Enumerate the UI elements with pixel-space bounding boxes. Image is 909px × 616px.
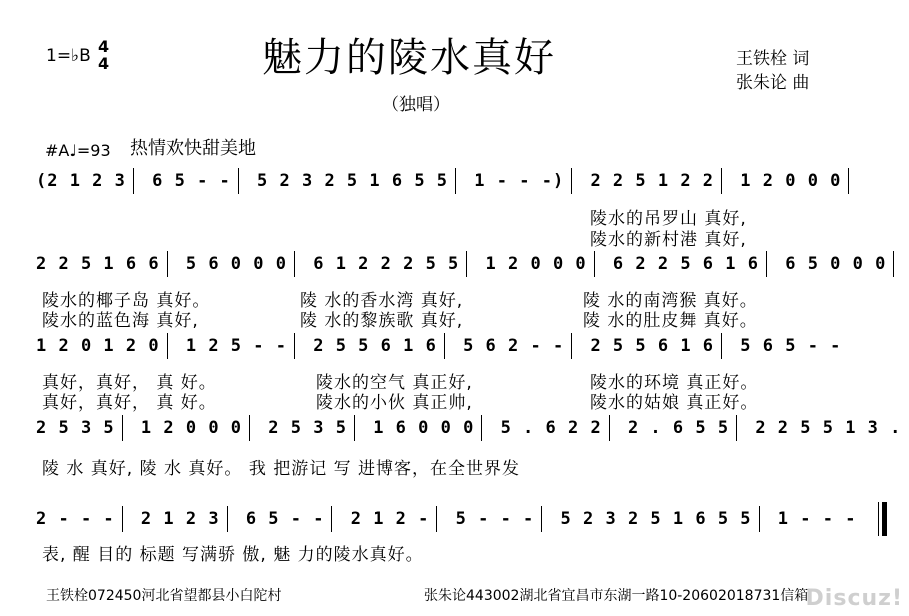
measure: 1 2 0 1 2 0 (36, 336, 160, 356)
measure: 5 6 2 - - (463, 336, 565, 356)
barline (541, 506, 542, 532)
time-signature-bottom: 4 (98, 54, 110, 73)
song-subtitle: （独唱） (382, 95, 450, 115)
measure: 2 1 2 - (350, 509, 430, 529)
final-barline (878, 502, 887, 536)
lyric-line: 真好，真好， 真 好。 (42, 373, 217, 393)
barline (294, 333, 295, 359)
measure: 2 5 5 6 1 6 (590, 336, 715, 356)
lyricist-address: 王铁栓072450河北省望都县小白陀村 (46, 588, 282, 604)
barline (122, 506, 123, 532)
staff-row-3 (36, 333, 841, 359)
staff-row-4 (36, 415, 901, 441)
measure: 1 6 0 0 0 (373, 418, 475, 438)
staff-row-1 (36, 168, 856, 194)
measure: 2 - - - (36, 509, 115, 529)
lyric-line: 陵水的吊罗山 真好, (590, 209, 747, 229)
barline (167, 251, 168, 277)
measure: 2 5 5 6 1 6 (313, 336, 437, 356)
measure: 1 2 0 0 0 (740, 171, 842, 191)
lyric-line: 陵 水 真好, 陵 水 真好。 我 把游记 写 进博客，在全世界发 (42, 459, 521, 479)
measure: 5 . 6 2 2 (500, 418, 602, 438)
measure: 1 - - - (777, 509, 857, 529)
lyric-line: 陵 水的肚皮舞 真好。 (583, 311, 758, 331)
lyricist-credit: 王铁栓 词 (736, 49, 810, 69)
lyric-line: 陵水的小伙 真正帅, (316, 393, 473, 413)
barline (354, 415, 355, 441)
measure: 6 5 0 0 0 (785, 254, 887, 274)
barline (133, 168, 134, 194)
measure: 6 2 2 5 6 1 6 (612, 254, 759, 274)
barline (721, 333, 722, 359)
measure: 2 . 6 5 5 (627, 418, 730, 438)
barline (609, 415, 610, 441)
composer-address: 张朱论443002湖北省宜昌市东湖一路10-20602018731信箱 (424, 588, 809, 604)
barline (594, 251, 595, 277)
lyric-line: 真好，真好， 真 好。 (42, 393, 217, 413)
barline (436, 506, 437, 532)
lyric-line: 陵水的新村港 真好, (590, 230, 747, 250)
barline (466, 251, 467, 277)
barline (766, 251, 767, 277)
measure: 6 1 2 2 2 5 5 (313, 254, 460, 274)
lyric-line: 表, 醒 目的 标题 写满骄 傲, 魅 力的陵水真好。 (42, 545, 424, 565)
measure: 5 6 0 0 0 (185, 254, 287, 274)
lyric-line: 陵 水的香水湾 真好, (300, 291, 464, 311)
barline (122, 415, 123, 441)
barline (481, 415, 482, 441)
measure: 5 2 3 2 5 1 6 5 5 (560, 509, 752, 529)
barline (571, 333, 572, 359)
measure: (2 1 2 3 (36, 171, 126, 191)
composer-credit: 张朱论 曲 (736, 73, 810, 93)
time-signature-top: 4 (98, 37, 110, 56)
lyric-line: 陵水的姑娘 真正好。 (590, 393, 759, 413)
measure: 5 6 5 - - (740, 336, 842, 356)
measure: 5 2 3 2 5 1 6 5 5 (257, 171, 449, 191)
lyric-line: 陵水的空气 真正好, (316, 373, 473, 393)
tempo-marking: #A♩=93 (45, 141, 111, 160)
watermark-logo: Discuz! (805, 586, 903, 611)
lyric-line: 陵水的椰子岛 真好。 (42, 291, 211, 311)
barline (848, 168, 849, 194)
barline (893, 251, 894, 277)
barline (444, 333, 445, 359)
measure: 2 2 5 1 2 2 (590, 171, 715, 191)
staff-row-5 (36, 502, 887, 528)
lyric-line: 陵 水的黎族歌 真好, (300, 311, 464, 331)
song-title: 魅力的陵水真好 (262, 35, 556, 81)
barline (721, 168, 722, 194)
barline (294, 251, 295, 277)
barline (455, 168, 456, 194)
barline (331, 506, 332, 532)
lyric-line: 陵 水的南湾猴 真好。 (583, 291, 758, 311)
lyric-line: 陵水的环境 真正好。 (590, 373, 759, 393)
barline (167, 333, 168, 359)
measure: 2 2 5 5 1 3 . (755, 418, 902, 438)
barline (238, 168, 239, 194)
staff-row-2 (36, 251, 901, 277)
measure: 2 1 2 3 (140, 509, 220, 529)
barline (227, 506, 228, 532)
measure: 2 5 3 5 (268, 418, 347, 438)
measure: 6 5 - - (245, 509, 325, 529)
measure: 1 2 0 0 0 (485, 254, 587, 274)
measure: 6 5 - - (152, 171, 231, 191)
key-signature: 1=♭B (46, 46, 91, 66)
measure: 2 2 5 1 6 6 (36, 254, 160, 274)
time-signature (98, 38, 109, 72)
measure: 1 2 0 0 0 (140, 418, 243, 438)
barline (759, 506, 760, 532)
measure: 2 5 3 5 (36, 418, 115, 438)
barline (571, 168, 572, 194)
measure: 5 - - - (455, 509, 535, 529)
measure: 1 - - -) (474, 171, 565, 191)
barline (249, 415, 250, 441)
barline (736, 415, 737, 441)
lyric-line: 陵水的蓝色海 真好, (42, 311, 199, 331)
measure: 1 2 5 - - (185, 336, 287, 356)
expression-marking: 热情欢快甜美地 (130, 138, 256, 159)
